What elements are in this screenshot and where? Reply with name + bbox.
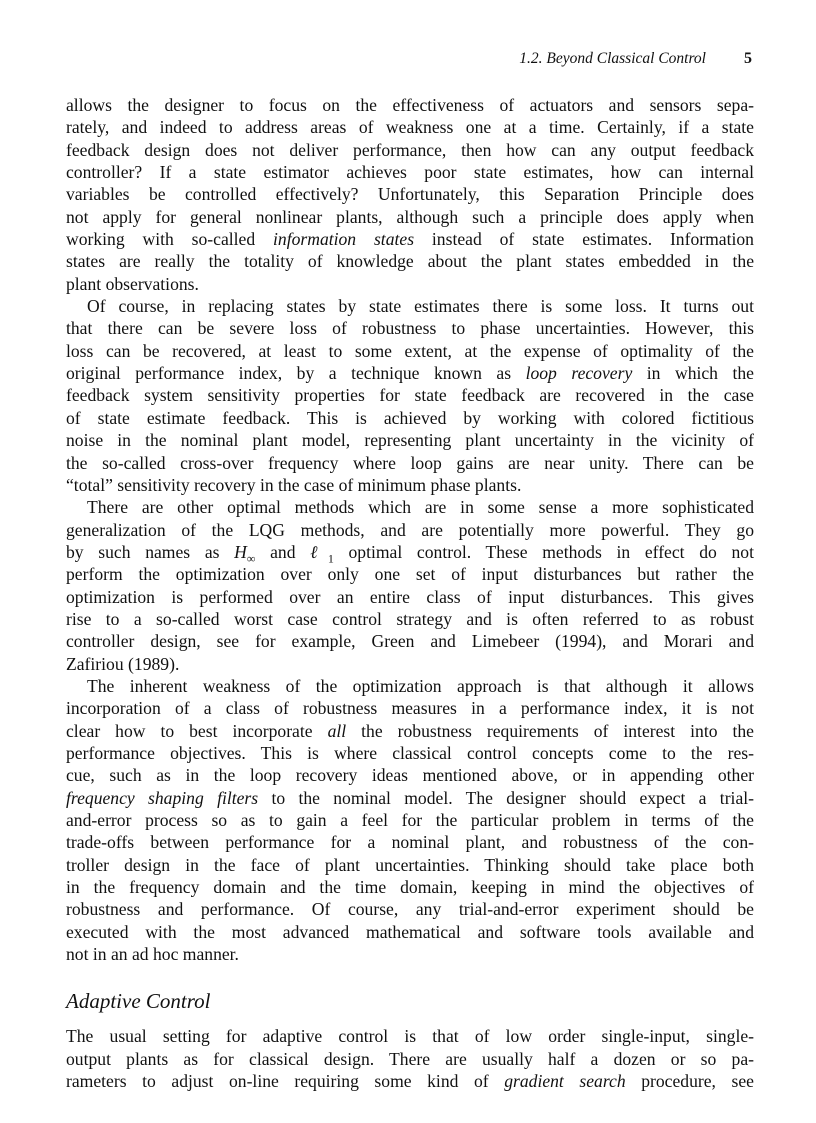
text-line [66, 921, 754, 943]
text-span: and [255, 541, 311, 562]
text-span: “total” sensitivity recovery in the case of minimum phase plants. [66, 474, 522, 495]
text-span: noise in the nominal plant model, representing plant uncertainty in the vicinity of [66, 430, 754, 451]
text-line [66, 474, 754, 496]
text-span: allows the designer to focus on the effectiveness of actuators and sensors sepa- [66, 95, 754, 115]
text-line [66, 317, 754, 339]
text-span: optimal control. These methods in effect do not [333, 541, 754, 562]
text-span: the robustness requirements of interest into the [346, 720, 754, 741]
running-header [0, 50, 816, 72]
text-line [66, 161, 754, 183]
text-span: in which the [632, 363, 754, 384]
text-line [66, 452, 754, 474]
text-span: procedure, see [625, 1071, 754, 1092]
text-span: robustness and performance. Of course, any trial-and-error experiment should be [66, 899, 754, 920]
text-line [66, 898, 754, 920]
text-line [66, 295, 754, 317]
text-span: of state estimate feedback. This is achieved by working with colored fictitious [66, 407, 754, 428]
page-number: 5 [744, 50, 752, 67]
text-span: trade-offs between performance for a nominal plant, and robustness of the con- [66, 832, 754, 853]
text-span: performance objectives. This is where classical control concepts come to the res- [66, 742, 754, 763]
text-line [66, 1070, 754, 1092]
text-span: controller design, see for example, Green and Limebeer (1994), and Morari and [66, 631, 754, 652]
text-line [66, 675, 754, 697]
text-span: rately, and indeed to address areas of weakness one at a time. Certainly, if a state [66, 117, 754, 138]
text-line [66, 94, 754, 116]
text-span: that there can be severe loss of robustness to phase uncertainties. However, this [66, 318, 754, 339]
section-heading: Adaptive Control [66, 989, 211, 1014]
text-span: original performance index, by a technique known as [66, 363, 526, 384]
section-title: 1.2. Beyond Classical Control [519, 50, 706, 67]
text-span: working with so-called [66, 229, 274, 250]
text-line [66, 630, 754, 652]
text-span: by such names as [66, 541, 235, 562]
text-line [66, 407, 754, 429]
text-span: The usual setting for adaptive control is that of low order single-input, single- [66, 1026, 754, 1047]
text-line [66, 608, 754, 630]
text-span: the so-called cross-over frequency where loop gains are near unity. There can be [66, 452, 754, 473]
text-line [66, 429, 754, 451]
paragraph [66, 295, 754, 496]
text-span: to the nominal model. The designer should expect a trial- [258, 787, 754, 808]
text-span: Zafiriou (1989). [66, 653, 180, 674]
text-span: Of course, in replacing states by state estimates there is some loss. It turns out [87, 296, 754, 317]
text-span: in the frequency domain and the time domain, keeping in mind the objectives of [66, 877, 754, 898]
text-line [66, 653, 754, 675]
text-span: loss can be recovered, at least to some extent, at the expense of optimality of the [66, 340, 754, 361]
text-line [66, 563, 754, 585]
text-span: optimization is performed over an entire class of input disturbances. This gives [66, 586, 754, 607]
paragraph [66, 675, 754, 965]
text-span: feedback design does not deliver performance, then how can any output feedback [66, 139, 754, 160]
text-span: perform the optimization over only one set of input disturbances but rather the [66, 564, 754, 585]
text-span: instead of state estimates. Information [414, 229, 754, 250]
emphasis-text: gradient search [504, 1071, 626, 1092]
text-line [66, 183, 754, 205]
paragraph [66, 94, 754, 295]
text-line [66, 720, 754, 742]
text-span: rise to a so-called worst case control strategy and is often referred to as robust [66, 608, 754, 629]
paragraph [66, 496, 754, 675]
text-span: troller design in the face of plant uncertainties. Thinking should take place both [66, 854, 754, 875]
text-span: clear how to best incorporate [66, 720, 328, 741]
text-span: feedback system sensitivity properties for state feedback are recovered in the case [66, 385, 754, 406]
text-span: not apply for general nonlinear plants, although such a principle does apply when [66, 206, 754, 227]
text-span: rameters to adjust on-line requiring some kind of [66, 1071, 505, 1092]
emphasis-text: all [327, 720, 347, 741]
text-line [66, 519, 754, 541]
text-line [66, 139, 754, 161]
text-line [66, 228, 754, 250]
text-line [66, 340, 754, 362]
text-line [66, 384, 754, 406]
text-span: There are other optimal methods which are in some sense a more sophisticated [87, 497, 754, 518]
text-line [66, 697, 754, 719]
text-line [66, 1025, 754, 1047]
text-line [66, 943, 754, 965]
text-span: variables be controlled effectively? Unfortunately, this Separation Principle does [66, 184, 754, 205]
text-line [66, 854, 754, 876]
emphasis-text: information states [273, 229, 415, 250]
text-span: controller? If a state estimator achieves poor state estimates, how can internal [66, 162, 754, 183]
emphasis-text: H [234, 541, 247, 562]
emphasis-text: frequency shaping filters [66, 787, 259, 808]
text-line [66, 541, 754, 566]
text-line [66, 742, 754, 764]
text-span: plant observations. [66, 273, 199, 294]
text-line [66, 831, 754, 853]
text-span: The inherent weakness of the optimization approach is that although it allows [87, 675, 754, 696]
text-span: cue, such as in the loop recovery ideas mentioned above, or in appending other [66, 765, 754, 786]
body-text [66, 94, 754, 1092]
paragraph [66, 1025, 754, 1092]
text-line [66, 496, 754, 518]
emphasis-text: ℓ [310, 541, 328, 562]
text-span: incorporation of a class of robustness measures in a performance index, it is not [66, 698, 754, 719]
subscript: 1 [327, 551, 334, 566]
text-line [66, 116, 754, 138]
text-span: generalization of the LQG methods, and are potentially more powerful. They go [66, 519, 754, 540]
text-line [66, 206, 754, 228]
emphasis-text: loop recovery [525, 363, 633, 384]
text-line [66, 876, 754, 898]
subscript: ∞ [246, 551, 256, 566]
text-line [66, 586, 754, 608]
text-span: and-error process so as to gain a feel for the particular problem in terms of the [66, 810, 754, 830]
text-span: not in an ad hoc manner. [66, 944, 239, 965]
text-span: states are really the totality of knowledge about the plant states embedded in the [66, 251, 754, 272]
text-span: output plants as for classical design. There are usually half a dozen or so pa- [66, 1048, 754, 1069]
text-line [66, 362, 754, 384]
text-line [66, 764, 754, 786]
text-line [66, 787, 754, 809]
text-line [66, 273, 754, 295]
text-line [66, 809, 754, 831]
text-span: executed with the most advanced mathematical and software tools available and [66, 921, 754, 942]
text-line [66, 250, 754, 272]
text-line [66, 1048, 754, 1070]
